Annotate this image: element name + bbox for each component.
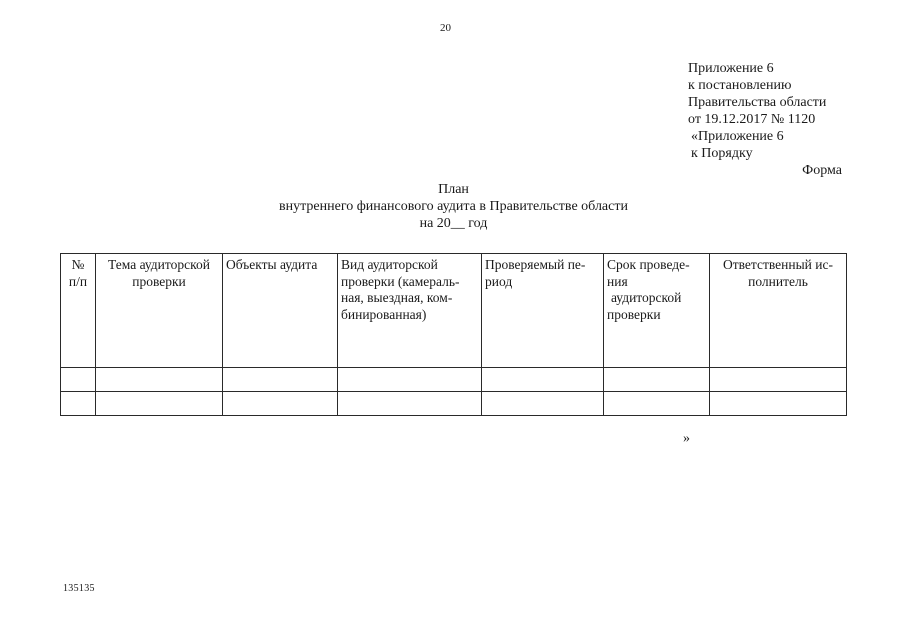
header-audited-period: Проверяемый пе- риод [482,254,604,368]
page-number: 20 [440,22,451,34]
form-label: Форма [802,163,842,178]
appendix-line: к Порядку [691,146,753,161]
header-audit-term: Срок проведе- ния аудиторской проверки [604,254,710,368]
appendix-line: Правительства области [688,95,827,110]
appendix-line: от 19.12.2017 № 1120 [688,112,816,127]
title-line: внутреннего финансового аудита в Правительстве области [279,199,628,214]
header-audit-topic: Тема аудиторской проверки [96,254,223,368]
header-audit-type: Вид аудиторской проверки (камераль- ная, выездная, ком- бинированная) [338,254,482,368]
closing-quote: » [683,431,690,446]
title-line: на 20__ год [419,216,488,231]
table-row [61,392,847,416]
header-responsible-executor: Ответственный ис- полнитель [710,254,847,368]
table-row [61,368,847,392]
audit-plan-table [60,253,847,416]
document-title [0,181,905,232]
appendix-line: «Приложение 6 [691,129,784,144]
header-number: № п/п [61,254,96,368]
appendix-line: к постановлению [688,78,792,93]
title-line: План [438,182,469,197]
appendix-line: Приложение 6 [688,61,774,76]
footer-code: 135135 [63,583,95,594]
header-audit-objects: Объекты аудита [223,254,338,368]
table-header-row [61,254,847,368]
appendix-block [688,60,826,162]
